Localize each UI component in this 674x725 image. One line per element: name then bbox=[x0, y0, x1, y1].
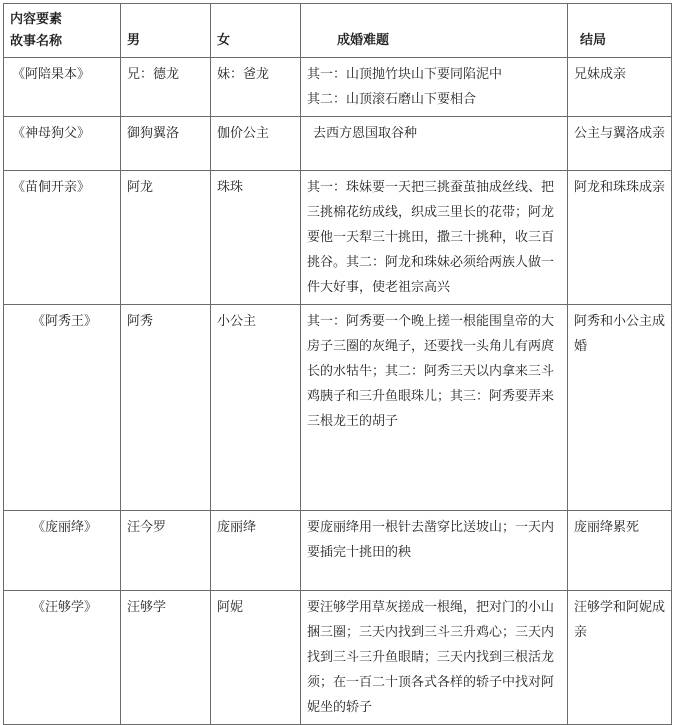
female-cell: 阿妮 bbox=[211, 591, 301, 725]
male-cell: 御狗翼洛 bbox=[121, 117, 211, 171]
task-line: 其一：山顶抛竹块山下要同陷泥中 bbox=[307, 67, 503, 82]
story-name-cell: 《阿秀王》 bbox=[4, 305, 121, 511]
male-cell: 汪够学 bbox=[121, 591, 211, 725]
tasks-cell bbox=[301, 171, 568, 305]
header-content-elements: 内容要素 bbox=[10, 12, 63, 27]
female-cell: 妹：爸龙 bbox=[211, 58, 301, 117]
corner-header-cell bbox=[4, 4, 121, 58]
task-line: 其一：阿秀要一个晚上搓一根能围皇帝的大房子三圈的灰绳子，还要找一头角儿有两庹长的水牯牛；其二：阿秀三天以内拿来三斗鸡胰子和三升鱼眼珠儿；其三：阿秀要弄来三根龙王的胡子 bbox=[307, 314, 555, 429]
tasks-cell bbox=[301, 58, 568, 117]
male-cell: 阿龙 bbox=[121, 171, 211, 305]
table-row bbox=[4, 305, 672, 511]
header-female: 女 bbox=[211, 4, 301, 58]
story-name-cell: 《汪够学》 bbox=[4, 591, 121, 725]
table-row bbox=[4, 117, 672, 171]
ending-cell: 兄妹成亲 bbox=[568, 58, 672, 117]
tasks-cell bbox=[301, 305, 568, 511]
task-line: 其二：山顶滚石磨山下要相合 bbox=[307, 92, 477, 107]
task-line: 要汪够学用草灰搓成一根绳，把对门的小山捆三圈；三天内找到三斗三升鸡心；三天内找到三斗三升鱼眼睛；三天内找到三根活龙须；在一百二十顶各式各样的轿子中找对阿妮坐的轿子 bbox=[307, 600, 555, 715]
male-cell: 兄：德龙 bbox=[121, 58, 211, 117]
story-name-cell: 《苗侗开亲》 bbox=[4, 171, 121, 305]
task-line: 去西方恩国取谷种 bbox=[313, 126, 418, 141]
male-cell: 汪今罗 bbox=[121, 511, 211, 591]
story-name-cell: 《神母狗父》 bbox=[4, 117, 121, 171]
ending-cell: 汪够学和阿妮成亲 bbox=[568, 591, 672, 725]
table-row bbox=[4, 591, 672, 725]
story-name-cell: 《庞丽绛》 bbox=[4, 511, 121, 591]
ending-cell: 公主与翼洛成亲 bbox=[568, 117, 672, 171]
male-cell: 阿秀 bbox=[121, 305, 211, 511]
table-row bbox=[4, 171, 672, 305]
story-comparison-table bbox=[3, 3, 672, 725]
ending-cell: 阿龙和珠珠成亲 bbox=[568, 171, 672, 305]
story-name-cell: 《阿陪果本》 bbox=[4, 58, 121, 117]
tasks-cell bbox=[301, 117, 568, 171]
female-cell: 伽价公主 bbox=[211, 117, 301, 171]
header-story-name: 故事名称 bbox=[10, 34, 63, 49]
tasks-cell bbox=[301, 511, 568, 591]
header-male: 男 bbox=[121, 4, 211, 58]
female-cell: 小公主 bbox=[211, 305, 301, 511]
ending-cell: 庞丽绛累死 bbox=[568, 511, 672, 591]
header-ending: 结局 bbox=[568, 4, 672, 58]
female-cell: 珠珠 bbox=[211, 171, 301, 305]
tasks-cell bbox=[301, 591, 568, 725]
table-row bbox=[4, 58, 672, 117]
header-tasks: 成婚难题 bbox=[301, 4, 568, 58]
table-header-row bbox=[4, 4, 672, 58]
table-row bbox=[4, 511, 672, 591]
task-line: 其一：珠妹要一天把三挑蚕茧抽成丝线、把三挑棉花纺成线，织成三里长的花带；阿龙要他一天犁三十挑田，撒三十挑种，收三百挑谷。其二：阿龙和珠妹必须给两族人做一件大好事，使老祖宗高兴 bbox=[307, 180, 555, 295]
task-line: 要庞丽绛用一根针去凿穿比送坡山；一天内要插完十挑田的秧 bbox=[307, 520, 555, 560]
ending-cell: 阿秀和小公主成婚 bbox=[568, 305, 672, 511]
female-cell: 庞丽绛 bbox=[211, 511, 301, 591]
